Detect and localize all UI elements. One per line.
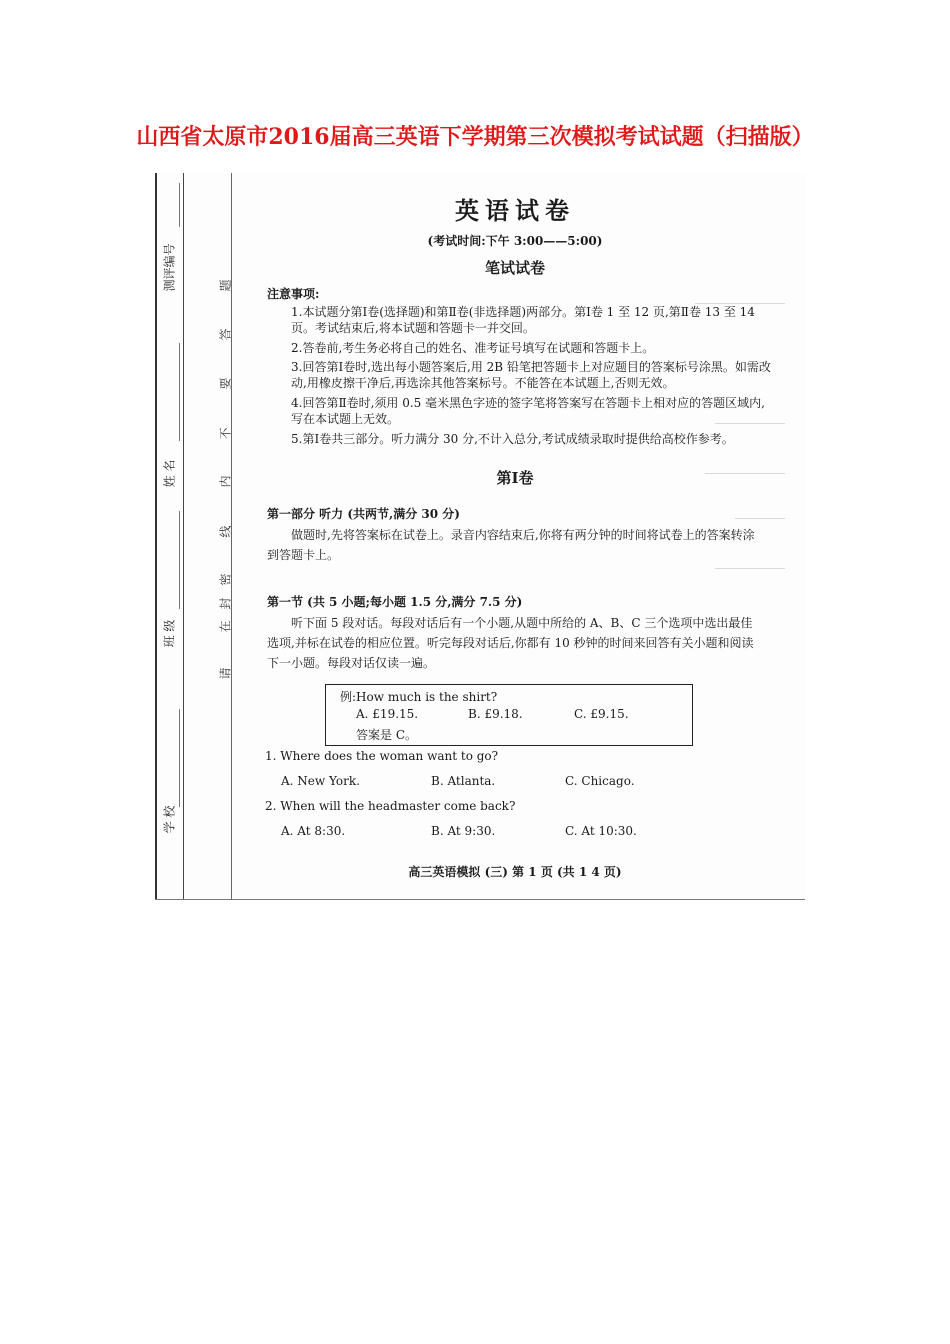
field-label-class: 班 级	[162, 619, 177, 648]
note-item: 2.答卷前,考生务必将自己的姓名、准考证号填写在试题和答题卡上。	[291, 341, 655, 355]
exam-title: 英语试卷	[455, 196, 575, 225]
field-label-name: 姓 名	[162, 459, 177, 488]
page-footer: 高三英语模拟 (三) 第 1 页 (共 1 4 页)	[408, 865, 622, 879]
section1-instructions: 听下面 5 段对话。每段对话后有一个小题,从题中所给的 A、B、C 三个选项中选出最佳选项,并标在试卷的相应位置。听完每段对话后,你都有 10 秒钟的时间来回答有关小题和阅读下一小题。每段对话仅读一遍。	[267, 616, 754, 670]
part1-heading: 第一部分 听力 (共两节,满分 30 分)	[267, 507, 460, 521]
field-line-school	[179, 709, 180, 807]
q2-option-a: A. At 8:30.	[281, 824, 346, 838]
question-1: 1. Where does the woman want to go?	[265, 749, 499, 763]
seal-char: 在	[218, 620, 233, 633]
left-border	[155, 173, 157, 899]
note-item: 4.回答第Ⅱ卷时,须用 0.5 毫米黑色字迹的签字笔将答案写在答题卡上相对应的答题区域内,写在本试题上无效。	[291, 396, 765, 426]
field-line-class	[179, 511, 180, 609]
field-line-name	[179, 343, 180, 441]
notes-heading: 注意事项:	[267, 287, 320, 301]
scanned-exam-page	[155, 173, 805, 901]
document-title: 山西省太原市2016届高三英语下学期第三次模拟考试试题（扫描版）	[136, 124, 814, 150]
seal-char: 不	[218, 427, 233, 440]
seal-char: 题	[218, 279, 233, 292]
seal-char: 请	[218, 667, 233, 680]
binding-rule	[183, 173, 184, 899]
section1-heading: 第一节 (共 5 小题;每小题 1.5 分,满分 7.5 分)	[267, 595, 523, 609]
seal-char: 线	[218, 525, 233, 538]
example-box	[325, 684, 693, 746]
note-item: 3.回答第Ⅰ卷时,选出每小题答案后,用 2B 铅笔把答题卡上对应题目的答案标号涂黑。如需改动,用橡皮擦干净后,再选涂其他答案标号。不能答在本试题上,否则无效。	[291, 360, 771, 390]
q1-option-c: C. Chicago.	[565, 774, 635, 788]
exam-time: (考试时间:下午 3:00——5:00)	[427, 234, 603, 248]
seal-char: 内	[218, 475, 233, 488]
seal-char: 密	[218, 573, 233, 586]
exam-subtitle: 笔试试卷	[484, 259, 545, 277]
seal-char: 答	[218, 328, 233, 341]
q1-option-b: B. Atlanta.	[431, 774, 496, 788]
example-option: C. £9.15.	[574, 707, 629, 721]
q2-option-b: B. At 9:30.	[431, 824, 496, 838]
note-item: 1.本试题分第Ⅰ卷(选择题)和第Ⅱ卷(非选择题)两部分。第Ⅰ卷 1 至 12 页,第Ⅱ卷 13 至 14 页。考试结束后,将本试题和答题卡一并交回。	[291, 305, 755, 335]
seal-char: 封	[218, 597, 233, 610]
volume-heading: 第Ⅰ卷	[496, 469, 534, 487]
question-2: 2. When will the headmaster come back?	[265, 799, 516, 813]
example-question: 例:How much is the shirt?	[340, 690, 498, 704]
part1-instructions: 做题时,先将答案标在试卷上。录音内容结束后,你将有两分钟的时间将试卷上的答案转涂到答题卡上。	[267, 528, 755, 562]
seal-char: 要	[218, 377, 233, 390]
scan-bottom-edge	[155, 899, 805, 900]
field-label-id: 测评编号	[162, 243, 177, 292]
field-line-id	[179, 183, 180, 227]
example-option: B. £9.18.	[468, 707, 523, 721]
q2-option-c: C. At 10:30.	[565, 824, 637, 838]
note-item: 5.第Ⅰ卷共三部分。听力满分 30 分,不计入总分,考试成绩录取时提供给高校作参考。	[291, 432, 734, 446]
field-label-school: 学 校	[162, 805, 177, 834]
example-answer: 答案是 C。	[356, 728, 417, 742]
q1-option-a: A. New York.	[281, 774, 360, 788]
example-option: A. £19.15.	[356, 707, 419, 721]
